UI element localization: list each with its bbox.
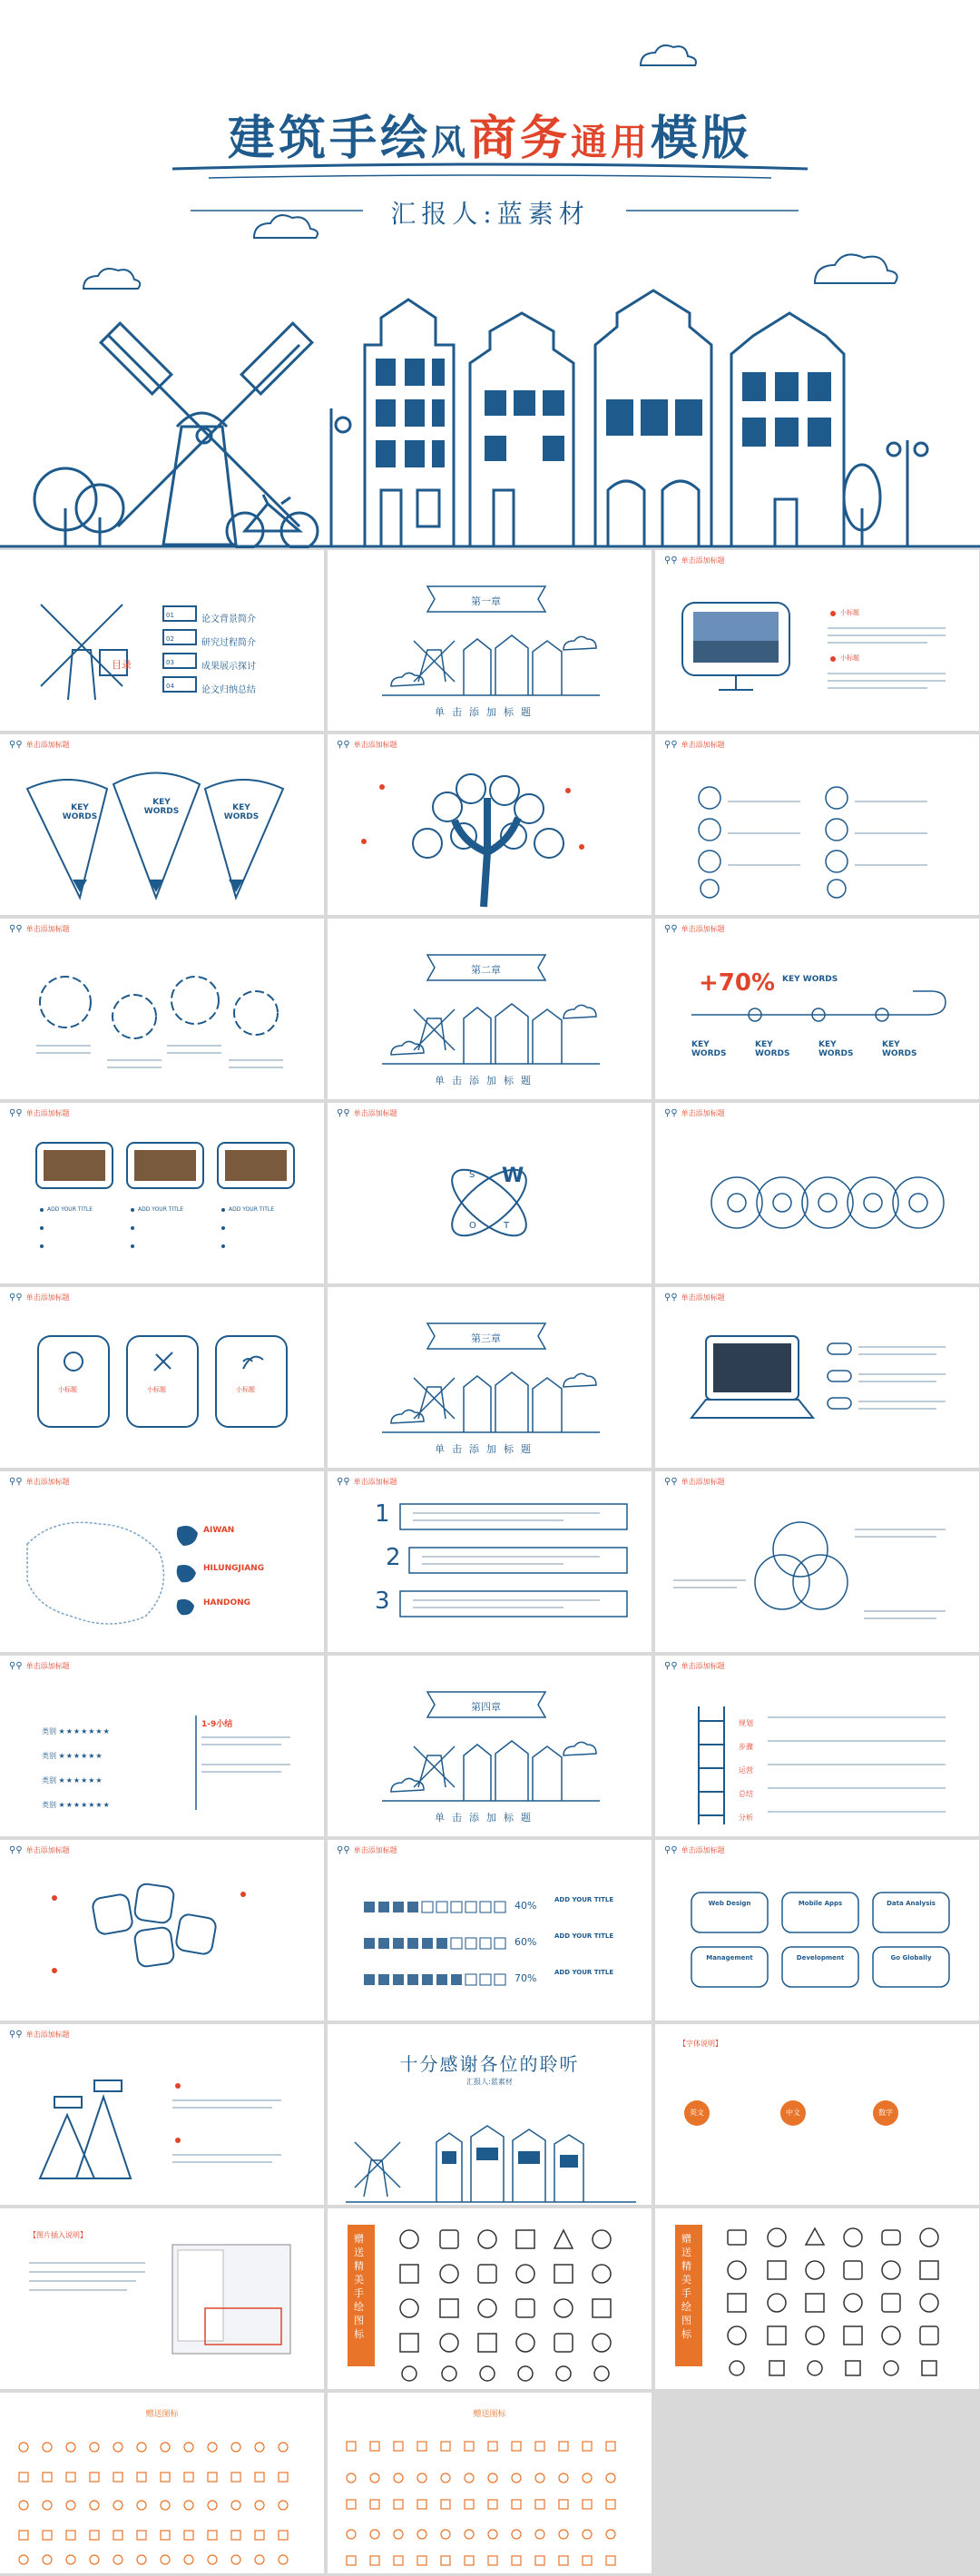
bicycle-icon: ⚲⚲	[9, 1477, 23, 1487]
header-text: 单击添加标题	[25, 2030, 70, 2039]
key-word: KEY WORDS	[691, 1040, 727, 1058]
add-title: ADD YOUR TITLE	[554, 1969, 614, 1976]
bicycle-icon: ⚲⚲	[9, 1293, 23, 1303]
svg-text:04: 04	[166, 683, 174, 690]
slide-header	[337, 1108, 397, 1118]
header-text: 单击添加标题	[353, 1846, 397, 1854]
slide-header	[664, 740, 725, 750]
slide-thumbnail[interactable]	[328, 1840, 652, 2020]
icon-grid	[328, 2208, 652, 2389]
add-title: ADD YOUR TITLE	[554, 1896, 614, 1903]
cloud-icon	[815, 254, 897, 283]
toc-item[interactable]: 论文背景简介	[201, 615, 256, 624]
header-text: 单击添加标题	[353, 1478, 397, 1486]
section-number: 第二章	[471, 964, 501, 976]
rating-label: 类别	[42, 1801, 56, 1809]
header-text: 单击添加标题	[681, 741, 725, 749]
header-text: 单击添加标题	[25, 1109, 70, 1117]
rating-list: 类别 ★★★★★★★ 类别 ★★★★★★ 类别 ★★★★★★ 类别 ★★★★★★★	[42, 1727, 111, 1809]
toc-label: 目录	[112, 659, 132, 671]
font-type: 数字	[878, 2109, 893, 2117]
slide-thumbnail[interactable]	[0, 550, 324, 731]
cover-illustration	[0, 0, 980, 548]
key-word: KEY WORDS	[755, 1040, 790, 1058]
windmill-icon	[101, 323, 312, 545]
bicycle-icon: ⚲⚲	[664, 740, 678, 750]
bicycle-icon: ⚲⚲	[9, 1845, 23, 1855]
ladder-step: 分析	[739, 1814, 753, 1822]
key-word: KEY WORDS	[143, 798, 180, 816]
slide-thumbnail[interactable]	[328, 734, 652, 915]
section-title[interactable]: 单击添加标题	[435, 1443, 538, 1455]
header-text: 单击添加标题	[681, 1846, 725, 1854]
key-word: KEY WORDS	[62, 803, 98, 821]
small-title: 小标题	[840, 654, 859, 662]
rating-label: 类别	[42, 1776, 56, 1785]
icons-title: 赠送图标	[473, 2410, 506, 2419]
toc-item[interactable]: 成果展示探讨	[201, 662, 256, 672]
slide-thumbnail[interactable]	[0, 2208, 324, 2389]
swot-letter: W	[502, 1165, 524, 1187]
toc-item[interactable]: 研究过程简介	[201, 638, 256, 648]
small-title: 小标题	[147, 1386, 166, 1393]
slide-header	[9, 924, 70, 934]
header-text: 单击添加标题	[25, 925, 70, 933]
list-number: 3	[375, 1588, 390, 1615]
section-title[interactable]: 单击添加标题	[435, 1075, 538, 1086]
key-word: KEY WORDS	[782, 975, 838, 984]
ladder-icon	[655, 1656, 979, 1836]
thanks-subtitle: 汇报人:蓝素材	[466, 2078, 513, 2086]
slide-header	[9, 2030, 70, 2040]
slide-header	[664, 1293, 725, 1303]
icon-grid	[655, 2208, 979, 2389]
laptop-icon	[655, 1287, 979, 1468]
bicycle-icon: ⚲⚲	[9, 1108, 23, 1118]
slide-thumbnail[interactable]	[328, 2208, 652, 2389]
slide-header	[664, 1845, 725, 1855]
progress-value: 40%	[514, 1900, 537, 1912]
title-part: 商务	[469, 111, 572, 166]
font-type: 英文	[690, 2109, 704, 2117]
slide-header	[664, 1108, 725, 1118]
small-title: 小标题	[840, 609, 859, 616]
bicycle-icon: ⚲⚲	[664, 1477, 678, 1487]
slide-header	[337, 1477, 397, 1487]
key-word: KEY WORDS	[818, 1040, 854, 1058]
slide-thumbnail[interactable]	[655, 1656, 979, 1836]
slide-header	[9, 1661, 70, 1671]
section-number: 第四章	[471, 1701, 501, 1713]
region-label: AIWAN	[203, 1526, 235, 1535]
slide-header	[9, 1293, 70, 1303]
presenter-name: 汇报人:蓝素材	[390, 199, 590, 229]
percent-value: +70%	[699, 969, 776, 997]
bicycle-icon: ⚲⚲	[9, 924, 23, 934]
photo-frame	[0, 1103, 324, 1283]
ladder-step: 总结	[739, 1790, 753, 1798]
toc-item[interactable]: 论文归纳总结	[201, 685, 256, 695]
icons-title: 赠送图标	[145, 2410, 179, 2419]
swot-letter: T	[504, 1221, 510, 1231]
slide-thumbnail[interactable]	[328, 2393, 652, 2573]
slide-thumbnail[interactable]	[0, 734, 324, 915]
bicycle-icon: ⚲⚲	[664, 556, 678, 565]
bicycle-icon: ⚲⚲	[664, 1293, 678, 1303]
progress-value: 70%	[514, 1972, 537, 1984]
slide-thumbnail[interactable]	[0, 2393, 324, 2573]
slide-thumbnail[interactable]	[328, 1103, 652, 1283]
icon-grid	[328, 2393, 652, 2573]
slide-thumbnail[interactable]	[0, 1287, 324, 1468]
header-text: 单击添加标题	[353, 1109, 397, 1117]
header-text: 单击添加标题	[681, 925, 725, 933]
slide-thumbnail[interactable]	[655, 2208, 979, 2389]
gift-text: 赠送精美手绘图标	[354, 2233, 364, 2340]
header-text: 单击添加标题	[681, 556, 725, 565]
slide-thumbnail[interactable]	[0, 1656, 324, 1836]
header-text: 单击添加标题	[25, 1662, 70, 1670]
slide-header	[9, 1477, 70, 1487]
box-label: Data Analysis	[887, 1900, 936, 1907]
slide-header	[664, 556, 725, 565]
bicycle-icon: ⚲⚲	[9, 1661, 23, 1671]
slide-thumbnail[interactable]	[328, 550, 652, 731]
venn-diagram	[655, 1471, 979, 1652]
image-info-title: 【图片插入说明】	[29, 2231, 87, 2239]
key-word: KEY WORDS	[882, 1040, 917, 1058]
slide-thumbnail[interactable]	[328, 1287, 652, 1468]
font-type: 中文	[786, 2109, 800, 2117]
bicycle-icon: ⚲⚲	[9, 740, 23, 750]
slide-thumbnail[interactable]	[328, 2024, 652, 2205]
slide-header	[9, 1845, 70, 1855]
font-info-title: 【字体说明】	[679, 2040, 722, 2048]
china-map	[0, 1471, 324, 1652]
header-text: 单击添加标题	[681, 1293, 725, 1302]
box-label: Development	[796, 1954, 845, 1961]
slide-thumbnail[interactable]	[0, 1471, 324, 1652]
rating-label: 类别	[42, 1752, 56, 1760]
title-part: 通用	[571, 121, 652, 163]
bicycle-icon: ⚲⚲	[664, 1108, 678, 1118]
section-number: 第一章	[471, 595, 501, 607]
slide-header	[337, 1845, 397, 1855]
slide-thumbnail[interactable]	[655, 1287, 979, 1468]
small-title: 小标题	[236, 1386, 255, 1393]
swot-letter: O	[469, 1221, 476, 1231]
header-text: 单击添加标题	[353, 741, 397, 749]
box-label: Management	[706, 1954, 753, 1961]
bicycle-icon: ⚲⚲	[337, 740, 350, 750]
rating-label: 类别	[42, 1727, 56, 1735]
swot-diagram	[328, 1103, 652, 1283]
list-number: 1	[375, 1500, 390, 1528]
slide-thumbnail[interactable]	[0, 1103, 324, 1283]
gear-icon	[0, 919, 324, 1099]
progress-blocks	[328, 1840, 652, 2020]
add-title: ADD YOUR TITLE	[554, 1932, 614, 1940]
thanks-title: 十分感谢各位的聆听	[399, 2053, 580, 2075]
tree-icon	[328, 734, 652, 915]
cloud-icon	[83, 269, 140, 289]
svg-text:03: 03	[166, 659, 174, 666]
section-title[interactable]: 单击添加标题	[435, 1812, 538, 1824]
slide-thumbnail[interactable]	[655, 1840, 979, 2020]
slide-header	[664, 1661, 725, 1671]
list-number: 2	[386, 1544, 401, 1571]
ladder-step: 规划	[739, 1719, 753, 1727]
cloud-icon	[641, 45, 696, 65]
box-label: Web Design	[708, 1900, 751, 1907]
region-label: HANDONG	[203, 1598, 251, 1608]
add-title: ADD YOUR TITLE	[47, 1206, 93, 1213]
ladder-step: 步骤	[739, 1743, 753, 1751]
slide-header	[664, 924, 725, 934]
side-title: 1-9小结	[201, 1720, 233, 1729]
box-label: Mobile Apps	[798, 1900, 843, 1907]
title-part: 模版	[651, 111, 753, 166]
slide-thumbnail[interactable]	[0, 919, 324, 1099]
slide-thumbnail[interactable]	[655, 1103, 979, 1283]
section-number: 第三章	[471, 1332, 501, 1344]
svg-text:02: 02	[166, 635, 174, 643]
slide-thumbnail[interactable]	[328, 1656, 652, 1836]
slide-header	[664, 1477, 725, 1487]
slide-thumbnail[interactable]	[0, 2024, 324, 2205]
bicycle-icon: ⚲⚲	[337, 1845, 350, 1855]
bicycle-icon: ⚲⚲	[337, 1477, 350, 1487]
toc-list	[201, 608, 256, 703]
bicycle-icon: ⚲⚲	[337, 1108, 350, 1118]
header-text: 单击添加标题	[25, 1846, 70, 1854]
slide-thumbnail[interactable]	[655, 1471, 979, 1652]
add-title: ADD YOUR TITLE	[138, 1206, 184, 1213]
shield-icon	[27, 773, 283, 899]
bicycle-icon: ⚲⚲	[664, 1661, 678, 1671]
key-word: KEY WORDS	[223, 803, 260, 821]
slide-thumbnail[interactable]	[655, 734, 979, 915]
header-text: 单击添加标题	[681, 1109, 725, 1117]
title-part: 风	[430, 122, 469, 162]
slide-header	[9, 740, 70, 750]
progress-value: 60%	[514, 1936, 537, 1948]
header-text: 单击添加标题	[681, 1662, 725, 1670]
bicycle-icon	[227, 495, 318, 548]
svg-text:01: 01	[166, 612, 174, 619]
bicycle-icon: ⚲⚲	[664, 1845, 678, 1855]
slide-header	[337, 740, 397, 750]
slide-thumbnail[interactable]	[328, 919, 652, 1099]
ladder-steps	[739, 1712, 753, 1830]
slide-thumbnail[interactable]	[655, 919, 979, 1099]
ladder-step: 运营	[739, 1766, 753, 1775]
box-label: Go Globally	[890, 1954, 932, 1961]
slide-thumbnail[interactable]	[0, 1840, 324, 2020]
header-text: 单击添加标题	[681, 1478, 725, 1486]
header-text: 单击添加标题	[25, 741, 70, 749]
header-text: 单击添加标题	[25, 1478, 70, 1486]
swot-letter: S	[469, 1170, 475, 1180]
gift-text: 赠送精美手绘图标	[681, 2233, 691, 2340]
slide-header	[9, 1108, 70, 1118]
slide-thumbnail[interactable]	[328, 1471, 652, 1652]
page-title	[0, 100, 980, 168]
small-title: 小标题	[58, 1386, 77, 1393]
cover-slide[interactable]	[0, 0, 980, 548]
region-label: HILUNGJIANG	[203, 1564, 265, 1573]
slide-thumbnail[interactable]	[655, 2024, 979, 2205]
bicycle-icon: ⚲⚲	[664, 924, 678, 934]
slide-thumbnail[interactable]	[655, 550, 979, 731]
bicycle-icon: ⚲⚲	[9, 2030, 23, 2040]
pyramid-chart	[0, 2024, 324, 2205]
add-title: ADD YOUR TITLE	[229, 1206, 275, 1213]
title-part: 建筑手绘	[227, 111, 431, 166]
windmill-icon	[0, 550, 324, 731]
icon-grid	[0, 2393, 324, 2573]
section-title[interactable]: 单击添加标题	[435, 706, 538, 718]
header-text: 单击添加标题	[25, 1293, 70, 1302]
